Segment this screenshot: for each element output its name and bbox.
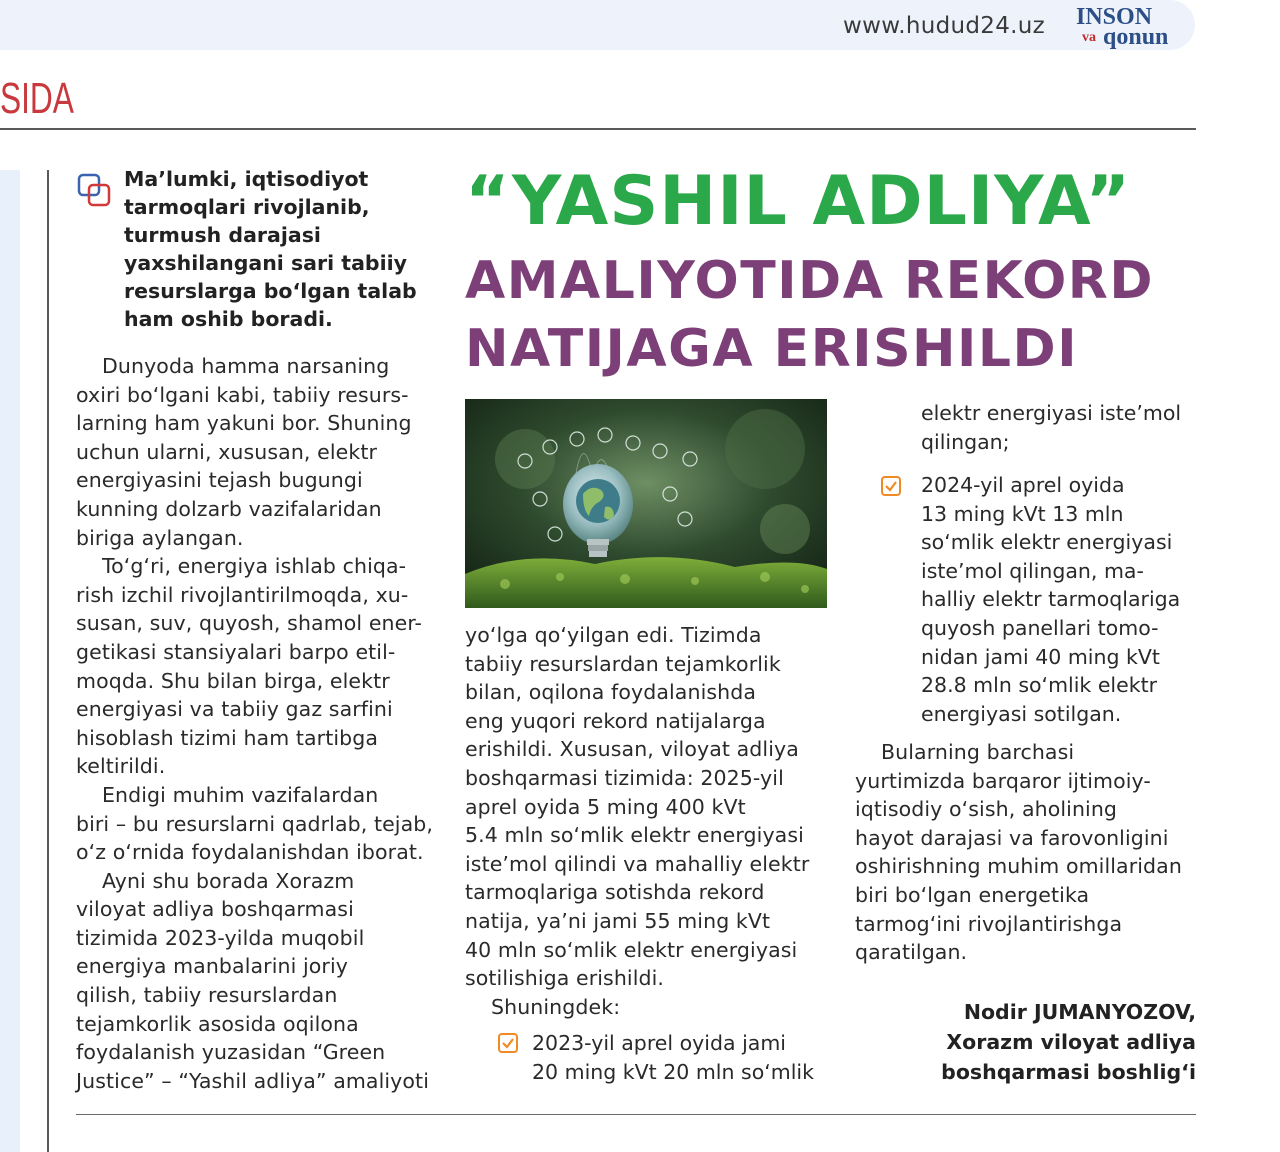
brand-logo-bottom: qonun (1103, 24, 1169, 50)
top-divider (0, 128, 1196, 130)
article-column-1 (76, 352, 441, 1095)
column-rule (47, 170, 49, 1152)
body-paragraph: To‘g‘ri, energiya ishlab chiqa- rish izchil rivojlantirilmoqda, xu- susan, suv, quyosh, shamol ener- getikasi stansiyalari barpo etil- moqda. Shu bilan birga, elektr energiyasi va tabiiy gaz sarfini hisoblash tizimi ham tartibga keltirildi. (76, 554, 423, 779)
article-column-2 (465, 621, 835, 1021)
header-bar (0, 0, 1195, 50)
body-paragraph: Shuningdek: (491, 994, 621, 1019)
eco-lightbulb-photo (465, 399, 827, 608)
body-paragraph: yo‘lga qo‘yilgan edi. Tizimda tabiiy resurslardan tejamkorlik bilan, oqilona foydalanishda eng yuqori rekord natijalarga erishildi. Xususan, viloyat adliya boshqarmasi tizimida: 2025-yil aprel oyida 5 ming 400 kVt 5.4 mln so‘mlik elektr energiyasi iste’mol qilindi va mahalliy elektr tarmoqlariga sotishda rekord natija, ya’ni jami 55 ming kVt 40 mln so‘mlik elektr energiyasi sotilishiga erishildi. (465, 623, 810, 991)
article-column-3 (855, 738, 1200, 967)
lead-paragraph: Ma’lumki, iqtisodiyot tarmoqlari rivojlanib, turmush darajasi yaxshilangani sari tabiiy resurslarga bo‘lgan talab ham oshib boradi. (124, 167, 417, 331)
body-paragraph: Ayni shu borada Xorazm viloyat adliya boshqarmasi tizimida 2023-yilda muqobil energiya manbalarini joriy qilish, tabiiy resurslardan tejamkorlik asosida oqilona foydalanish yuzasidan “Green Justice” – “Yashil adliya” amaliyoti (76, 868, 429, 1093)
brand-logo (1076, 4, 1176, 48)
checkbox-check-icon (498, 1033, 518, 1053)
list-item-continued: elektr energiyasi iste’mol qilingan; (921, 401, 1182, 454)
bottom-divider (76, 1114, 1196, 1115)
list-item: 2023-yil aprel oyida jami 20 ming kVt 20 mln so‘mlik (532, 1031, 814, 1084)
left-margin-strip (0, 170, 20, 1152)
checkbox-check-icon (881, 476, 901, 496)
site-url[interactable]: www.hudud24.uz (843, 13, 1045, 39)
conclusion-paragraph: Bularning barchasi yurtimizda barqaror ijtimoiy- iqtisodiy o‘sish, aholining hayot darajasi va farovonligini oshirishning muhim omillaridan biri bo‘lgan energetika tarmog‘ini rivojlantirishga qaratilgan. (855, 740, 1182, 965)
headline-green: “YASHIL ADLIYA” (465, 162, 1132, 241)
headline-purple: AMALIYOTIDA REKORD NATIJAGA ERISHILDI (465, 251, 1154, 379)
overlapping-squares-icon (76, 172, 116, 212)
body-paragraph: Endigi muhim vazifalardan biri – bu resurslarni qadrlab, tejab, o‘z o‘rnida foydalanishdan iborat. (76, 782, 433, 865)
section-title-fragment: SIDA (0, 74, 74, 123)
brand-logo-va: va (1082, 30, 1096, 45)
body-paragraph: Dunyoda hamma narsaning oxiri bo‘lgani kabi, tabiiy resurs- larning ham yakuni bor. Shuning uchun ularni, xususan, elektr energiyasini tejash bugungi kunning dolzarb vazifalaridan biriga aylangan. (76, 354, 412, 550)
author-signature: Nodir JUMANYOZOV, Xorazm viloyat adliya boshqarmasi boshlig‘i (941, 1000, 1196, 1084)
list-item: 2024-yil aprel oyida 13 ming kVt 13 mln so‘mlik elektr energiyasi iste’mol qilingan, ma- halliy elektr tarmoqlariga quyosh panellari tomo- nidan jami 40 ming kVt 28.8 mln so‘mlik elektr energiyasi sotilgan. (921, 473, 1181, 726)
brand-logo-top: INSON (1076, 4, 1153, 30)
